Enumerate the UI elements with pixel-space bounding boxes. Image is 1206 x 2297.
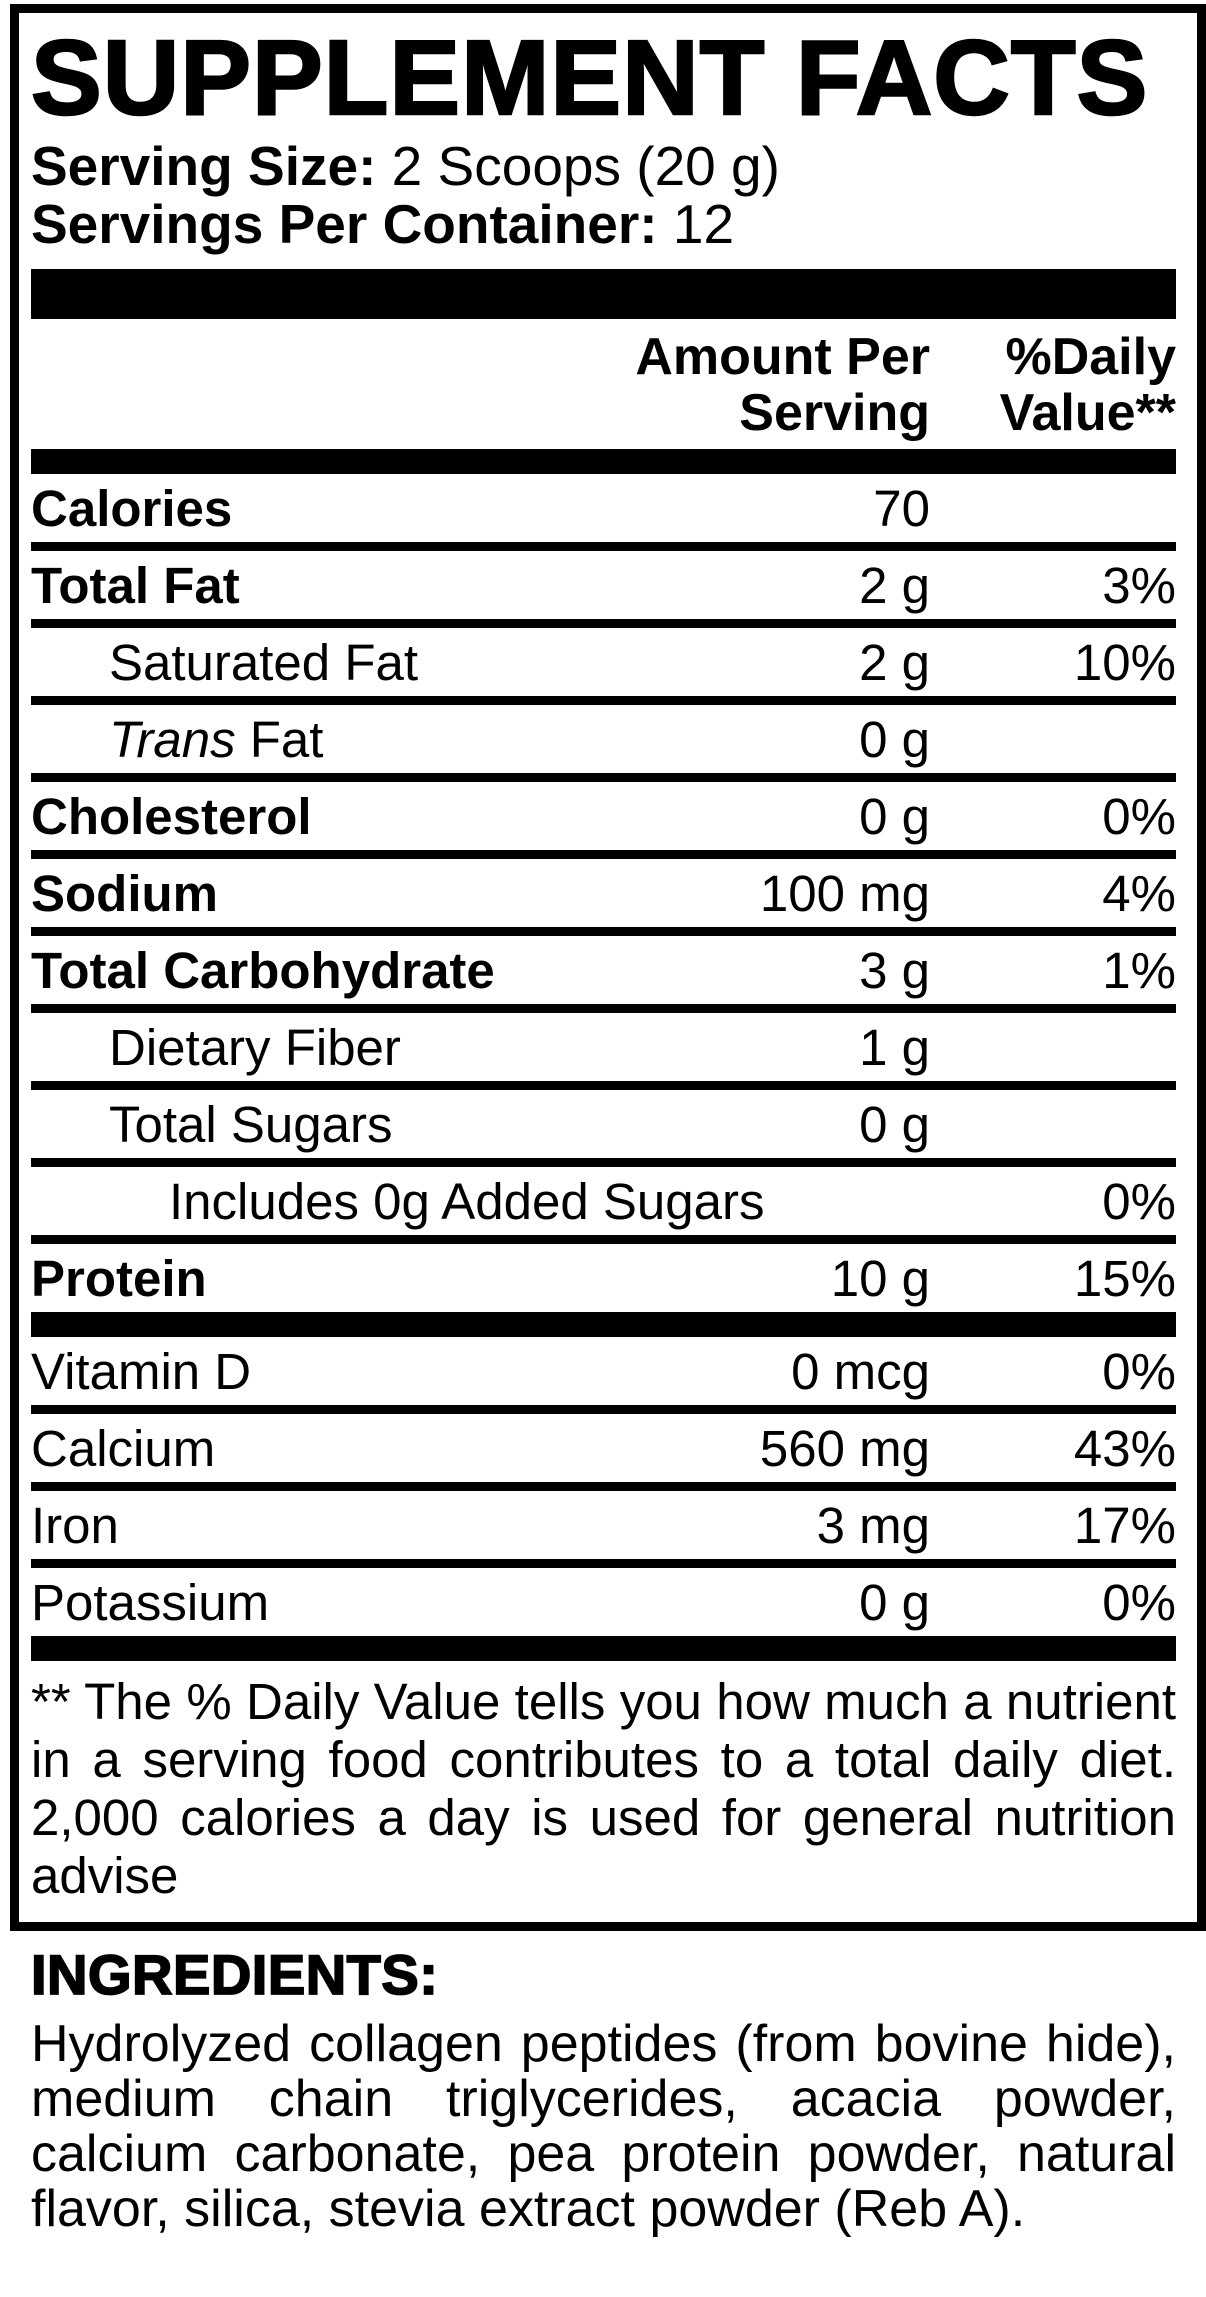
separator-bar-top [31, 269, 1176, 319]
nutrient-amount: 2 g [859, 556, 930, 614]
nutrient-row [31, 936, 1176, 1013]
nutrient-row [31, 782, 1176, 859]
nutrient-amount: 10 g [830, 1249, 930, 1307]
nutrient-row [31, 1013, 1176, 1090]
nutrient-row [31, 1337, 1176, 1414]
ingredients-text: Hydrolyzed collagen peptides (from bovine hide), medium chain triglycerides, acacia powder, calcium carbonate, pea protein powder, natural flavor, silica, stevia extract powder (Reb A). [31, 2015, 1176, 2238]
nutrient-dv: 17% [1073, 1496, 1176, 1554]
nutrient-amount: 0 mcg [791, 1342, 930, 1400]
servings-per-container-label: Servings Per Container: [31, 193, 658, 255]
nutrient-name: Saturated Fat [109, 633, 419, 691]
nutrient-name: Calcium [31, 1419, 216, 1477]
nutrient-amount: 1 g [859, 1018, 930, 1076]
serving-size-row [31, 137, 1176, 195]
nutrient-dv: 0% [1102, 787, 1176, 845]
daily-value-header [930, 329, 1176, 441]
nutrient-name: Total Carbohydrate [31, 941, 495, 999]
serving-size-label: Serving Size: [31, 135, 377, 197]
nutrient-name: Calories [31, 479, 233, 537]
nutrient-name: Dietary Fiber [109, 1018, 401, 1076]
serving-size-value-text: 2 Scoops (20 g) [391, 135, 780, 197]
nutrient-name: Total Sugars [109, 1095, 393, 1153]
nutrient-amount: 0 g [859, 787, 930, 845]
dv-header-line2: Value** [999, 384, 1176, 442]
column-header-row [31, 319, 1176, 449]
nutrient-row [31, 1090, 1176, 1167]
nutrient-row [31, 1568, 1176, 1661]
nutrient-table [31, 474, 1176, 1661]
nutrient-name: Total Fat [31, 556, 240, 614]
nutrient-amount: 0 g [859, 1573, 930, 1631]
nutrient-dv: 1% [1102, 941, 1176, 999]
nutrient-dv: 0% [1102, 1342, 1176, 1400]
nutrient-name: Sodium [31, 864, 218, 922]
nutrient-name: Iron [31, 1496, 119, 1554]
footnote: ** The % Daily Value tells you how much a nutrient in a serving food contributes to a total daily diet. 2,000 calories a day is used for general nutrition advise [31, 1673, 1176, 1904]
nutrient-row [31, 1244, 1176, 1337]
ingredients-heading: INGREDIENTS: [31, 1943, 439, 2006]
nutrient-row [31, 859, 1176, 936]
dv-header-line1: %Daily [1005, 328, 1176, 386]
amount-per-serving-header [31, 329, 930, 441]
nutrient-row [31, 551, 1176, 628]
nutrient-row [31, 1167, 1176, 1244]
nutrient-row [31, 628, 1176, 705]
nutrient-dv: 43% [1073, 1419, 1176, 1477]
nutrient-dv: 15% [1073, 1249, 1176, 1307]
nutrient-dv: 10% [1073, 633, 1176, 691]
panel-title: SUPPLEMENT FACTS [31, 19, 1149, 137]
nutrient-name: Protein [31, 1249, 207, 1307]
nutrient-row [31, 1491, 1176, 1568]
nutrient-amount: 2 g [859, 633, 930, 691]
supplement-facts-panel [10, 4, 1206, 1931]
nutrient-name: Trans Fat [109, 710, 324, 768]
servings-per-container-row [31, 195, 1176, 253]
serving-info [31, 137, 1176, 253]
nutrient-amount: 0 g [859, 1095, 930, 1153]
nutrient-row [31, 705, 1176, 782]
nutrient-row [31, 474, 1176, 551]
nutrient-row [31, 1414, 1176, 1491]
nutrient-dv: 3% [1102, 556, 1176, 614]
nutrient-amount: 100 mg [759, 864, 930, 922]
nutrient-amount: 560 mg [759, 1419, 930, 1477]
nutrient-name: Includes 0g Added Sugars [169, 1172, 765, 1230]
nutrient-dv: 4% [1102, 864, 1176, 922]
nutrient-name: Cholesterol [31, 787, 312, 845]
nutrient-amount: 3 g [859, 941, 930, 999]
nutrient-dv: 0% [1102, 1573, 1176, 1631]
amount-header-line2: Serving [739, 384, 930, 442]
servings-per-container-value: 12 [672, 193, 735, 255]
nutrient-amount: 3 mg [816, 1496, 930, 1554]
amount-header-line1: Amount Per [635, 328, 930, 386]
nutrient-name: Vitamin D [31, 1342, 252, 1400]
separator-bar-header [31, 449, 1176, 474]
nutrient-amount: 70 [873, 479, 930, 537]
nutrient-dv: 0% [1102, 1172, 1176, 1230]
nutrient-amount: 0 g [859, 710, 930, 768]
nutrient-name: Potassium [31, 1573, 270, 1631]
ingredients-section [31, 1945, 1176, 2237]
